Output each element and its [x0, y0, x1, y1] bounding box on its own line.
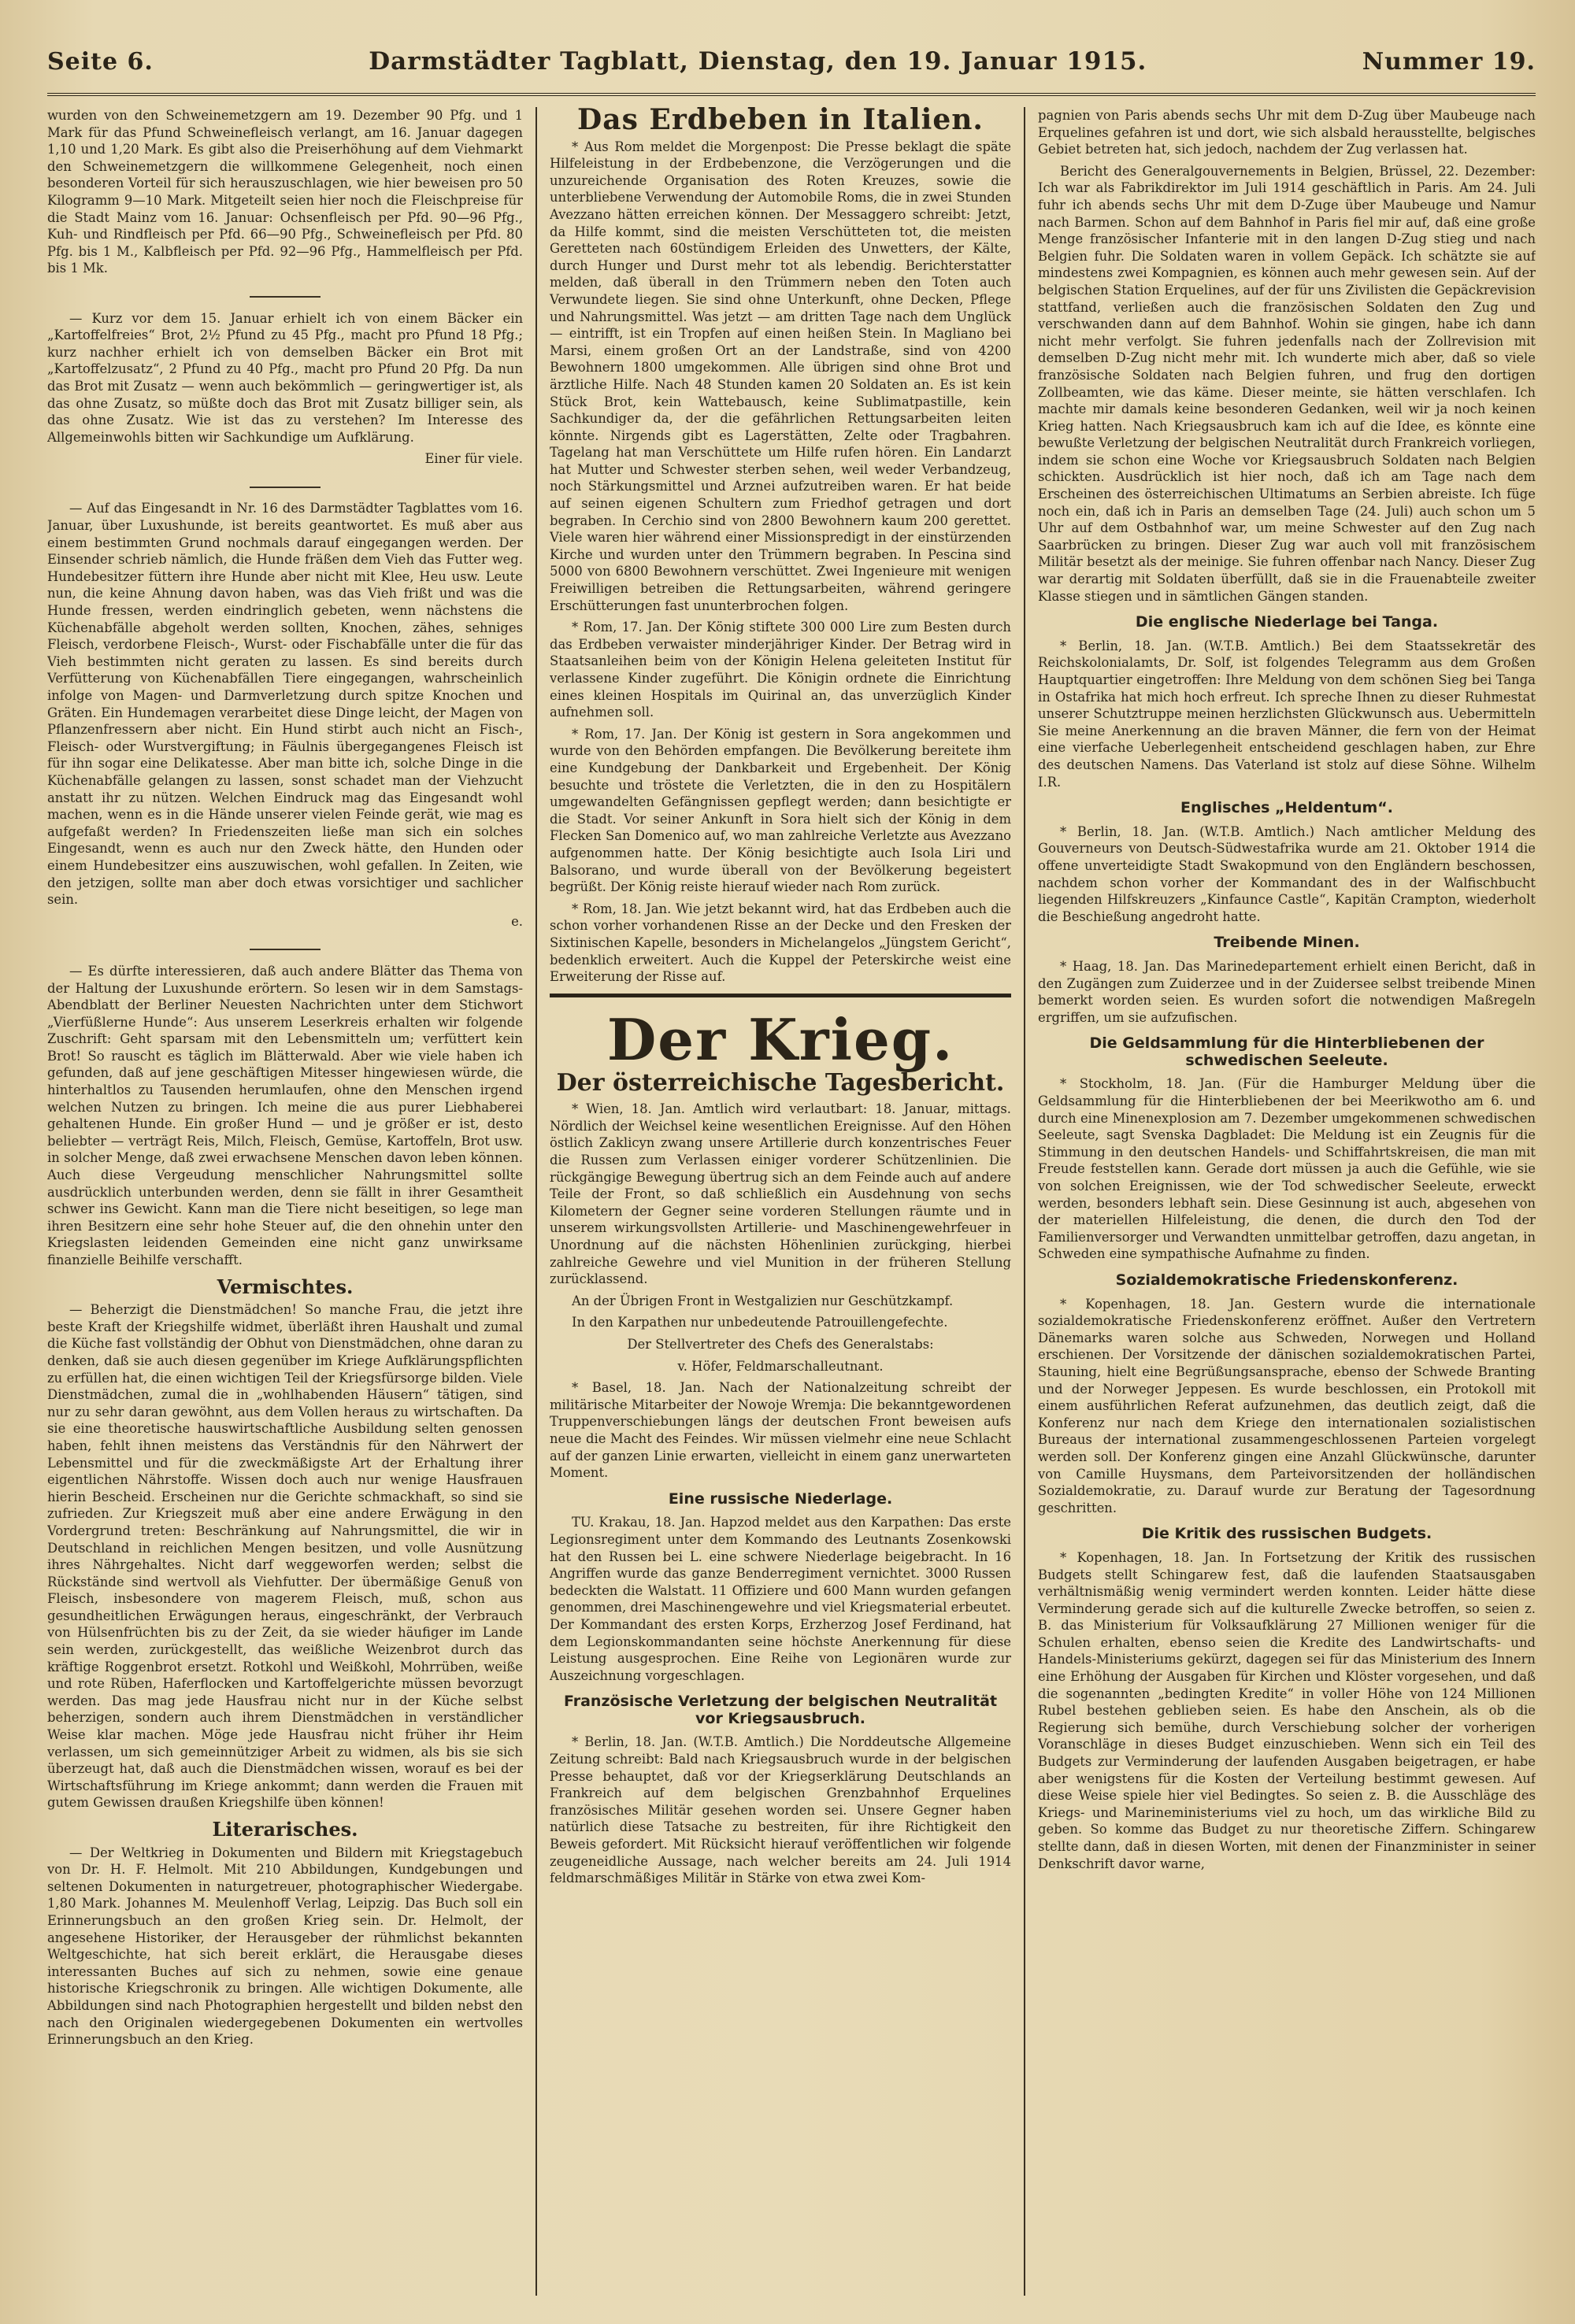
article-text: * Wien, 18. Jan. Amtlich wird verlautbart: 18. Januar, mittags. Nördlich der Weichsel keine wesentlichen Ereignisse. Auf den Höhen östlich Zaklicyn zwang unsere Artillerie durch konzentrisches Feuer die Russen zum Verlassen einiger vorderer Schützenlinien. Die rückgängige Bewegung übertrug sich an dem Feinde auch auf andere Teile der Front, so daß schließlich ein Ausdehnung von sechs Kilometern der Gegner seine vorderen Stellungen räumte und in unserem wirkungsvollsten Artillerie- und Maschinengewehrfeuer in Unordnung auf die nächsten Höhenlinien zurückging, hierbei zahlreiche Gewehre und viel Munition in der früheren Stellung zurücklassend. — [550, 1101, 1011, 1287]
article-text: * Rom, 17. Jan. Der König ist gestern in Sora angekommen und wurde von den Behörden empfangen. Die Bevölkerung bereitete ihm eine Kundgebung der Dankbarkeit und Ergebenheit. Der König besuchte und tröstete die Verletzten, die in den zu Hospitälern umgewandelten Gefängnissen gepflegt werden; dann besichtigte er die Stadt. Vor seiner Ankunft in Sora hielt sich der König in dem Flecken San Domenico auf, wo man zahlreiche Verletzte aus Avezzano aufgenommen hatte. Der König besichtigte auch Isola Liri und Balsorano, und wurde überall von der Bevölkerung begeistert begrüßt. Der König reiste hierauf wieder nach Rom zurück. — [550, 726, 1011, 895]
article-text: * Basel, 18. Jan. Nach der Nationalzeitung schreibt der militärische Mitarbeiter der Nowoje Wremja: Die bekanntgewordenen Truppenverschiebungen längs der deutschen Front beweisen aufs neue die Macht des Feindes. Wir müssen vielmehr eine neue Schlacht auf der ganzen Linie erwarten, vielleicht in einem ganz unerwarteten Moment. — [550, 1380, 1011, 1481]
section-heading: Englisches „Heldentum“. — [1180, 799, 1393, 817]
columns — [47, 107, 1536, 2296]
signature-line: v. Höfer, Feldmarschalleutnant. — [677, 1358, 884, 1374]
article-text: Bericht des Generalgouvernements in Belgien, Brüssel, 22. Dezember: Ich war als Fabrikdirektor im Juli 1914 geschäftlich in Paris. Am 24. Juli fuhr ich abends sechs Uhr mit dem D-Zuge über Maubeuge und Namur nach Barmen. Schon auf dem Bahnhof in Paris fiel mir auf, daß eine große Menge französischer Infanterie mit in den langen D-Zug stieg und nach Belgien fuhr. Die Soldaten waren in vollem Gepäck. Ich schätzte sie auf mindestens zwei Kompagnien, es können auch mehr gewesen sein. Auf der belgischen Station Erquelines, auf der für uns Zivilisten die Gepäckrevision stattfand, verließen auch die französischen Soldaten den Zug und verschwanden dann auf dem Bahnhof. Wohin sie gingen, habe ich dann nicht mehr verfolgt. Sie fuhren jedenfalls nach der Zollrevision mit demselben D-Zug nicht mehr mit. Ich wunderte mich aber, daß so viele französische Soldaten nach Belgien fuhren, und frug den dortigen Zollbeamten, wie das käme. Dieser meinte, sie hätten verschlafen. Ich machte mir damals keine besonderen Gedanken, weil wir ja noch keinen Krieg hatten. Nach Kriegsausbruch kam ich auf die Idee, es könnte eine bewußte Verletzung der belgischen Neutralität durch Frankreich vorliegen, indem sie schon eine Woche vor Kriegsausbruch Soldaten nach Belgien schickten. Ausdrücklich ist hier noch, daß ich am Tage nach dem Erscheinen des österreichischen Ultimatums an Serbien abreiste. Ich füge noch ein, daß ich in Paris an demselben Tage (24. Juli) auch schon um 5 Uhr auf dem Ostbahnhof war, um meine Schwester auf den Zug nach Saarbrücken zu bringen. Dieser Zug war auch voll mit französischem Militär besetzt als der meinige. Sie fuhren offenbar nach Nancy. Dieser Zug war derartig mit Soldaten überfüllt, daß sie in die Frauenabteile zweiter Klasse stiegen und in sämtlichen Gängen standen. — [1038, 163, 1536, 604]
column-3 — [1024, 107, 1536, 2296]
section-heading: Sozialdemokratische Friedenskonferenz. — [1115, 1271, 1458, 1289]
article-text: * Rom, 17. Jan. Der König stiftete 300 000 Lire zum Besten durch das Erdbeben verwaister minderjähriger Kinder. Der Betrag wird in Staatsanleihen beim von der Königin Helena geleiteten Institut für verlassene Kinder zugeführt. Die Königin ordnete die Einrichtung eines kleinen Hospitals im Quirinal an, das unverzüglich Kinder aufnehmen soll. — [550, 620, 1011, 720]
header-rule — [47, 93, 1536, 96]
article-text: * Stockholm, 18. Jan. (Für die Hamburger Meldung über die Geldsammlung für die Hinterbliebenen der bei Meerikwotho am 6. und durch eine Minenexplosion am 7. Dezember umgekommenen schwedischen Seeleute, sagt Svenska Dagbladet: Die Meldung ist ein Zeugnis für die Stimmung in den deutschen Handels- und Schiffahrtskreisen, die man mit Freude feststellen kann. Gerade dort müssen ja auch die Gefühle, wie sie von solchen Ereignissen, wie der Tod schwedischer Seeleute, erweckt werden, besonders lebhaft sein. Diese Gesinnung ist auch, abgesehen von der materiellen Hilfeleistung, die denen, die durch den Tod der Familienversorger und Verwandten unmittelbar getroffen, dazu angetan, in Schweden eine sympathische Aufnahme zu finden. — [1038, 1076, 1536, 1262]
section-heading: Vermischtes. — [217, 1275, 354, 1298]
article-text: * Haag, 18. Jan. Das Marinedepartement erhielt einen Bericht, daß in den Zugängen zum Zuiderzee und in der Zuidersee selbst treibende Minen bemerkt worden seien. Es wurden sofort die notwendigen Maßregeln ergriffen, um sie aufzufischen. — [1038, 958, 1536, 1025]
headline: Das Erdbeben in Italien. — [577, 107, 984, 136]
section-heading: Die Kritik des russischen Budgets. — [1141, 1525, 1432, 1543]
divider — [47, 285, 523, 302]
section-heading: Eine russische Niederlage. — [668, 1490, 893, 1508]
section-heading: Treibende Minen. — [1214, 934, 1360, 952]
column-1 — [47, 107, 536, 2296]
article-text: In den Karpathen nur unbedeutende Patrouillengefechte. — [572, 1315, 948, 1330]
article-text: * Kopenhagen, 18. Jan. In Fortsetzung der Kritik des russischen Budgets stellt Schingarew fest, daß die laufenden Staatsausgaben verhältnismäßig wenig vermindert werden konnten. Leider hätte diese Verminderung gerade sich auf die kulturelle Zwecke betroffen, so seien z. B. das Ministerium für Volksaufklärung 27 Millionen weniger für die Schulen erhalten, ebenso seien die Kredite des Landwirtschafts- und Handels-Ministeriums gekürzt, dagegen sei für das Ministerium des Innern eine Erhöhung der Ausgaben für Kirchen und Klöster vorgesehen, und daß die sogenannten „bedingten Kredite“ in voller Höhe von 124 Millionen Rubel bestehen geblieben seien. Es habe den Anschein, als ob die Regierung sich bemühe, durch Verschiebung solcher der vorherigen Voranschläge in dieses Budget einzuschieben. Wenn sich ein Teil des Budgets zur Verminderung der laufenden Ausgaben beigetragen, er habe aber wenigstens für die Kosten der Verteilung bestimmt gewesen. Auf diese Weise spiele hier viel Bedingtes. So seien z. B. die Ausschläge des Kriegs- und Marineministeriums viel zu hoch, um das wirkliche Bild zu geben. So komme das Budget zu nur theoretische Ziffern. Schingarew stellte dann, daß in diesen Worten, mit denen der Finanzminister in seiner Denkschrift davor warne, — [1038, 1549, 1536, 1871]
article-text: An der Übrigen Front in Westgalizien nur Geschützkampf. — [572, 1293, 954, 1308]
masthead: Darmstädter Tagblatt, Dienstag, den 19. Januar 1915. — [369, 47, 1147, 76]
section-heading: Französische Verletzung der belgischen Neutralität vor Kriegsausbruch. — [563, 1693, 998, 1727]
article-text: * Berlin, 18. Jan. (W.T.B. Amtlich.) Die Norddeutsche Allgemeine Zeitung schreibt: Bald nach Kriegsausbruch wurde in der belgischen Presse behauptet, daß vor der Kriegserklärung Deutschlands an Frankreich auf dem belgischen Grenzbahnhof Erquelines französisches Militär gesehen worden sei. Unsere Gegner haben natürlich diese Tatsache zu bestreiten, für ihre Richtigkeit den Beweis gefordert. Mit Rücksicht hierauf veröffentlichen wir folgende zeugeneidliche Aussage, nach welcher bereits am 24. Juli 1914 feldmarschmäßiges Militär in Stärke von etwa zwei Kom- — [550, 1734, 1011, 1886]
column-2 — [536, 107, 1024, 2296]
signature: Einer für viele. — [424, 451, 523, 467]
article-text: — Auf das Eingesandt in Nr. 16 des Darmstädter Tagblattes vom 16. Januar, über Luxushunde, ist bereits geantwortet. Es muß aber aus einem bestimmten Grund nochmals darauf eingegangen werden. Der Einsender schrieb nämlich, die Hunde fräßen dem Vieh das Futter weg. Hundebesitzer füttern ihre Hunde aber nicht mit Klee, Heu usw. Leute nun, die keine Ahnung davon haben, was das Vieh frißt und was die Hunde fressen, werden eindringlich gebeten, wenn nächstens die Küchenabfälle abgeholt werden sollten, Knochen, zähes, sehniges Fleisch, verdorbene Fleisch-, Wurst- oder Fischabfälle unter die für das Vieh bestimmten nicht geraten zu lassen. Es sind bereits durch Verfütterung von Küchenabfällen Tiere eingegangen, wahrscheinlich infolge von Magen- und Darmverletzung durch spitze Knochen und Gräten. Ein Hundemagen verarbeitet diese Dinge leicht, der Magen von Pflanzenfressern aber nicht. Ein Hund stirbt auch nicht an Fisch-, Fleisch- oder Wurstvergiftung; in Fäulnis übergegangenes Fleisch ist für ihn sogar eine Delikatesse. Aber man bitte ich, solche Dinge in die Küchenabfälle gelangen zu lassen, sonst schadet man der Viehzucht anstatt ihr zu nützen. Welchen Eindruck mag das Eingesandt wohl machen, wenn es in die Hände unserer vielen Feinde gerät, wie mag es aufgefaßt werden? In Friedenszeiten ließe man sich ein solches Eingesandt, wenn es auch nur den Zweck hätte, den Hunden oder einem Hundebesitzer eins auszuwischen, wohl gefallen. In Zeiten, wie den jetzigen, sollte man aber doch etwas vorsichtiger und sachlicher sein. — [47, 501, 523, 908]
article-text: pagnien von Paris abends sechs Uhr mit dem D-Zug über Maubeuge nach Erquelines gefahren ist und dort, wie sich alsbald herausstellte, belgisches Gebiet betreten hat, sich jedoch, nachdem der Zug verlassen hat. — [1038, 108, 1536, 157]
article-text: — Beherzigt die Dienstmädchen! So manche Frau, die jetzt ihre beste Kraft der Kriegshilfe widmet, überläßt ihren Haushalt und zumal die Küche fast vollständig der Obhut von Dienstmädchen, ohne daran zu denken, daß sie auch diesen gegenüber im Kriege Aufklärungspflichten zu erfüllen hat, die einen wichtigen Teil der Kriegsfürsorge bilden. Viele Dienstmädchen, zumal die in „wohlhabenden Häusern“ tätigen, sind nur zu sehr daran gewöhnt, aus dem Vollen heraus zu wirtschaften. Da sie eine theoretische hauswirtschaftliche Ausbildung selten genossen haben, fehlt ihnen meistens das Verständnis für den Nährwert der Lebensmittel und für die zweckmäßigste Art der Erhaltung ihrer eigentlichen Nährstoffe. Wissen doch auch nur wenige Hausfrauen hierin Bescheid. Erscheinen nur die Gerichte schmackhaft, so sind sie zufrieden. Zur Kriegszeit muß aber eine andere Erwägung in den Vordergrund treten: Beschränkung auf Nahrungsmittel, die wir in Deutschland in reichlichen Mengen besitzen, und volle Ausnützung ihres Nährgehaltes. Nicht darf weggeworfen werden; selbst die Rückstände sind wertvoll als Viehfutter. Der übermäßige Genuß von Fleisch, insbesondere von magerem Fleisch, muß, schon aus gesundheitlichen Erwägungen heraus, eingeschränkt, der Verbrauch von Hülsenfrüchten bis zu der Zeit, da sie wieder häufiger im Lande sein werden, zurückgestellt, das weißliche Weizenbrot durch das kräftige Roggenbrot ersetzt. Rotkohl und Weißkohl, Mohrrüben, weiße und rote Rüben, Haferflocken und Kartoffelgerichte müssen bevorzugt werden. Das mag jede Hausfrau nicht nur in der Küche selbst beherzigen, sondern auch ihrem Dienstmädchen in verständlicher Weise klar machen. Möge jede Hausfrau nicht früher ihr Heim verlassen, um sich gemeinnütziger Arbeit zu widmen, als bis sie sich überzeugt hat, daß auch die Dienstmädchen wissen, worauf es bei der Wirtschaftsführung im Kriege ankommt; dann werden die Frauen mit gutem Gewissen draußen Kriegshilfe üben können! — [47, 1302, 523, 1811]
article-text: — Kurz vor dem 15. Januar erhielt ich von einem Bäcker ein „Kartoffelfreies“ Brot, 2½ Pfund zu 45 Pfg., macht pro Pfund 18 Pfg.; kurz nachher erhielt ich von demselben Bäcker ein Brot mit „Kartoffelzusatz“, 2 Pfund zu 40 Pfg., macht pro Pfund 20 Pfg. Da nun das Brot mit Zusatz — wenn auch bekömmlich — geringwertiger ist, als das ohne Zusatz, so müßte doch das Brot mit Zusatz billiger sein, als das ohne Zusatz. Wie ist das zu verstehen? Im Interesse des Allgemeinwohls bitten wir Sachkundige um Aufklärung. — [47, 310, 523, 445]
war-headline: Der Krieg. — [606, 1005, 954, 1073]
page-header — [47, 47, 1536, 87]
article-text: * Berlin, 18. Jan. (W.T.B. Amtlich.) Bei dem Staatssekretär des Reichskolonialamts, Dr. Solf, ist folgendes Telegramm aus dem Großen Hauptquartier eingetroffen: Ihre Meldung von dem schönen Sieg bei Tanga in Ostafrika hat mich hoch erfreut. Ich spreche Ihnen zu dieser Ruhmestat unserer Schutztruppe meinen herzlichsten Glückwunsch aus. Uebermitteln Sie meine Anerkennung an die braven Männer, die fern von der Heimat eine vierfache Ueberlegenheit entscheidend geschlagen haben, zur Ehre des deutschen Namens. Das Vaterland ist stolz auf diese Söhne. Wilhelm I.R. — [1038, 638, 1536, 790]
article-text: * Berlin, 18. Jan. (W.T.B. Amtlich.) Nach amtlicher Meldung des Gouverneurs von Deutsch-Südwestafrika wurde am 21. Oktober 1914 die offene unverteidigte Stadt Swakopmund von den Engländern beschossen, nachdem schon vorher der Kommandant des in der Walfischbucht liegenden Hilfskreuzers „Kinfaunce Castle“, Kapitän Crampton, wiederholt die Beschießung angedroht hatte. — [1038, 823, 1536, 924]
article-text: TU. Krakau, 18. Jan. Hapzod meldet aus den Karpathen: Das erste Legionsregiment unter dem Kommando des Leutnants Zosenkowski hat den Russen bei L. eine schwere Niederlage beigebracht. In 16 Angriffen wurde das ganze Benderregiment vernichtet. 3000 Russen bedeckten die Walstatt. 11 Offiziere und 600 Mann wurden gefangen genommen, drei Maschinengewehre und viel Kriegsmaterial erbeutet. Der Kommandant des ersten Korps, Erzherzog Josef Ferdinand, hat dem Legionskommandanten seine höchste Anerkennung für diese Leistung ausgesprochen. Eine Reihe von Legionären wurde zur Auszeichnung vorgeschlagen. — [550, 1515, 1011, 1683]
signature-line: Der Stellvertreter des Chefs des Generalstabs: — [627, 1337, 934, 1352]
section-heading: Die englische Niederlage bei Tanga. — [1135, 613, 1439, 631]
article-text: — Der Weltkrieg in Dokumenten und Bildern mit Kriegstagebuch von Dr. H. F. Helmolt. Mit 210 Abbildungen, Kundgebungen und seltenen Dokumenten in naturgetreuer, photographischer Wiedergabe. 1,80 Mark. Johannes M. Meulenhoff Verlag, Leipzig. Das Buch soll ein Erinnerungsbuch an den großen Krieg sein. Dr. Helmolt, der angesehene Historiker, der Herausgeber der rühmlichst bekannten Weltgeschichte, hat sich bereit erklärt, die Herausgabe dieses interessanten Buches auf sich zu nehmen, sowie eine genaue historische Kriegschronik zu bringen. Alle wichtigen Dokumente, alle Abbildungen sind nach Photographien hergestellt und bilden nebst den nach den Originalen wiedergegebenen Dokumenten ein wertvolles Erinnerungsbuch an den Krieg. — [47, 1845, 523, 2048]
section-heading: Literarisches. — [212, 1818, 358, 1841]
page-number: Seite 6. — [47, 48, 154, 76]
section-rule — [550, 994, 1011, 997]
article-text: * Rom, 18. Jan. Wie jetzt bekannt wird, hat das Erdbeben auch die schon vorher vorhandenen Risse an der Decke und den Fresken der Sixtinischen Kapelle, besonders in Michelangelos „Jüngstem Gericht“, bedenklich erweitert. Auch die Kuppel der Peterskirche weist eine Erweiterung der Risse auf. — [550, 901, 1011, 985]
divider — [47, 938, 523, 955]
signature: e. — [511, 913, 523, 929]
article-text: — Es dürfte interessieren, daß auch andere Blätter das Thema von der Haltung der Luxushunde erörtern. So lesen wir in dem Samstags-Abendblatt der Berliner Neuesten Nachrichten unter dem Stichwort „Vierfüßlerne Hunde“: Aus unserem Leserkreis erhalten wir folgende Zuschrift: Geht sparsam mit den Lebensmitteln um; verfüttert kein Brot! So rauscht es täglich im Blätterwald. Aber wie viele haben ich gefunden, daß auf jene geschäftigen Mitesser hingewiesen würde, die hinterhaltlos zu Tausenden herumlaufen, ohne den Menschen irgend welchen Nutzen zu bringen. Ich meine die aus purer Liebhaberei gehaltenen Hunde. Ein großer Hund — und je größer er ist, desto beliebter — verträgt Reis, Milch, Fleisch, Gemüse, Kartoffeln, Brot usw. in solcher Menge, daß zwei erwachsene Menschen davon leben können. Auch diese Vergeudung menschlicher Nahrungsmittel sollte ausdrücklich unterbunden werden, denn sie fällt in ihrer Gesamtheit schwer ins Gewicht. Kann man die Tiere nicht beseitigen, so lege man ihren Besitzern eine sehr hohe Steuer auf, die den ohnehin unter den Kriegslasten leidenden Gemeinden eine nicht ganz unwirksame finanzielle Beihilfe verschafft. — [47, 963, 523, 1267]
article-text: * Aus Rom meldet die Morgenpost: Die Presse beklagt die späte Hilfeleistung in der Erdbebenzone, die Verzögerungen und die unzureichende Organisation des Roten Kreuzes, sowie die unterbliebene Verwendung der Automobile Roms, die in zwei Stunden Avezzano hätten erreichen können. Der Messaggero schreibt: Jetzt, da Hilfe kommt, sind die meisten Verschütteten tot, die meisten Geretteten nach 60stündigem Erleiden des Unwetters, der Kälte, durch Hunger und Durst mehr tot als lebendig. Berichterstatter melden, daß überall in den Trümmern neben den Toten auch Verwundete liegen. Sie sind ohne Unterkunft, ohne Decken, Pflege und Nahrungsmittel. Was jetzt — am dritten Tage nach dem Unglück — eintrifft, ist ein Tropfen auf einen heißen Stein. In Magliano bei Marsi, einem großen Ort an der Landstraße, sind von 4200 Bewohnern 1800 umgekommen. Alle übrigen sind ohne Brot und ärztliche Hilfe. Nach 48 Stunden kamen 20 Soldaten an. Es ist kein Stück Brot, kein Wattebausch, keine Sublimatpastille, kein Sachkundiger da, der die gefährlichen Rettungsarbeiten leiten könnte. Nirgends gibt es Lagerstätten, Zelte oder Tragbahren. Tagelang hat man Verschüttete um Hilfe rufen hören. Ein Landarzt hat Mutter und Schwester sterben sehen, weil weder Verbandzeug, noch Stärkungsmittel und Arznei aufzutreiben waren. Er hat beide auf seinen eigenen Schultern zum Friedhof getragen und dort begraben. In Cerchio sind von 2800 Bewohnern kaum 200 gerettet. Viele waren hier während einer Missionspredigt in der einstürzenden Kirche und wurden unter den Trümmern begraben. In Pescina sind 5000 von 6800 Bewohnern verschüttet. Zwei Ingenieure mit wenigen Freiwilligen betreiben die Rettungsarbeiten, während geringere Erschütterungen fast ununterbrochen folgen. — [550, 139, 1011, 613]
article-text: * Kopenhagen, 18. Jan. Gestern wurde die internationale sozialdemokratische Friedenskonferenz eröffnet. Außer den Vertretern Dänemarks waren solche aus Schweden, Norwegen und Holland erschienen. Der Vorsitzende der dänischen sozialdemokratischen Partei, Stauning, hielt eine Begrüßungsansprache, ebenso der Schwede Branting und der Norweger Jeppesen. Es wurde beschlossen, ein Protokoll mit einem ausführlichen Referat aufzunehmen, das deutlich zeigt, daß die Konferenz nur nach dem Kriege den internationalen sozialistischen Bureaus der international zusammengeschlossenen Parteien vorgelegt werden soll. Der Konferenz gingen eine Anzahl Glückwünsche, darunter von Camille Huysmans, dem Parteivorsitzenden der holländischen Sozialdemokratie, zu. Darauf wurde zur Beratung der Tagesordnung geschritten. — [1038, 1296, 1536, 1515]
issue-number: Nummer 19. — [1362, 48, 1536, 76]
article-text: wurden von den Schweinemetzgern am 19. Dezember 90 Pfg. und 1 Mark für das Pfund Schweinefleisch verlangt, am 16. Januar dagegen 1,10 und 1,20 Mark. Es gibt also die Preiserhöhung auf dem Viehmarkt den Schweinemetzgern die willkommene Gelegenheit, noch einen besonderen Vorteil für sich herauszuschlagen, wie hier beweisen pro 50 Kilogramm 9—10 Mark. Mitgeteilt seien hier noch die Fleischpreise für die Stadt Mainz vom 16. Januar: Ochsenfleisch per Pfd. 90—96 Pfg., Kuh- und Rindfleisch per Pfd. 66—90 Pfg., Schweinefleisch per Pfd. 80 Pfg. bis 1 M., Kalbfleisch per Pfd. 92—96 Pfg., Hammelfleisch per Pfd. bis 1 Mk. — [47, 108, 523, 276]
divider — [47, 476, 523, 493]
subheadline: Der österreichische Tagesbericht. — [556, 1068, 1005, 1097]
section-heading: Die Geldsammlung für die Hinterbliebenen der schwedischen Seeleute. — [1089, 1034, 1484, 1069]
